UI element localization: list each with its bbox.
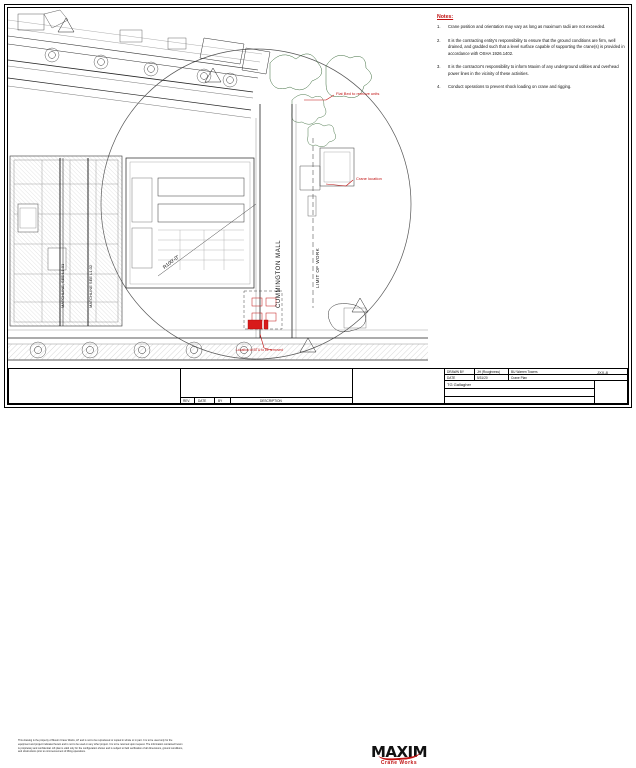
note-number: 3. — [437, 64, 441, 69]
date-label: DATE — [447, 375, 456, 380]
note-text: Conduct operations to prevent shock loading on crane and rigging. — [448, 84, 572, 89]
sheet-title-top: Crane Plan — [511, 375, 527, 380]
note-number: 2. — [437, 37, 441, 43]
notes-block — [437, 14, 627, 98]
tb-div-13 — [214, 397, 215, 404]
matchline-l102-label: MATCHLINE SEE L1.02 — [88, 264, 93, 308]
tb-div-12 — [194, 397, 195, 404]
tb-right-rule — [627, 368, 628, 404]
note-text: Crane position and orientation may vary as long as maximum radii are not exceeded. — [448, 24, 606, 29]
note-item — [437, 38, 627, 58]
rev-label: REV. — [183, 398, 191, 403]
btu-removal-label: Location of BTU to be removed — [236, 348, 283, 352]
tb-div-4 — [444, 380, 627, 381]
radius-dimension-label: R100'-0" — [162, 254, 181, 271]
logo-tagline: Crane Works — [380, 760, 418, 766]
drawn-by-label: DRAWN BY — [447, 369, 465, 374]
tb-div-10 — [444, 396, 594, 397]
note-item — [437, 64, 627, 77]
tb-div-2 — [352, 368, 353, 404]
drawn-by-value: JH (Roughness) — [477, 369, 501, 374]
maxim-logo — [360, 742, 438, 768]
flat-bed-label: Flat Bed to remove units — [336, 91, 380, 96]
project-name-top: BU Warren Towers — [511, 369, 538, 374]
matchline-l101-label: MATCHLINE, SEE L1.01 — [60, 263, 65, 308]
crane-location-label: Crane location — [356, 176, 382, 181]
tb-div-1 — [180, 368, 181, 404]
note-item — [437, 84, 627, 91]
tb-div-8 — [594, 380, 595, 404]
rev-by-label: BY — [218, 398, 223, 403]
note-text: It is the contractor's responsibility to inform Maxim of any underground utilities and overhead power lines in the vicinity of these activities. — [448, 64, 619, 76]
notes-list — [437, 24, 627, 91]
sheet-number: JXX-8 — [597, 370, 608, 375]
date-value: 5/31/20 — [477, 375, 488, 380]
tb-left-rule — [8, 368, 9, 404]
rev-description-label: DESCRIPTION — [260, 398, 282, 403]
street-name-label: CUMMINGTON MALL — [276, 239, 282, 308]
note-number: 1. — [437, 24, 441, 29]
legal-disclaimer: This drawing is the property of Maxim Crane Works, LP and is not to be reproduced or copied in whole or in part. It is to be used only for the equipment and project indicated herein and is not to be used on any other project. It is to be returned upon request. The information contained herein is proprietary and confidential. Lift plan is valid only for the configuration shown and is subject to field verification of all dimensions, ground conditions, and obstructions prior to commencement of lifting operations. — [18, 739, 183, 754]
plan-vector — [8, 8, 428, 366]
tb-div-14 — [230, 397, 231, 404]
tb-bottom-rule — [8, 403, 628, 404]
logo-wordmark: MAXIM — [370, 743, 428, 761]
rev-date-label: DATE — [198, 398, 207, 403]
limit-of-work-label: LIMIT OF WORK — [315, 247, 320, 288]
title-block — [8, 368, 628, 766]
notes-title: Notes: — [437, 14, 454, 20]
note-text: It is the contracting entity's responsibility to ensure that the ground conditions are firm, well drained, and gradded such that a level surface capable of supporting the crane(s) is provided in accordance with OSHA 1926.1402. — [448, 37, 625, 56]
note-item — [437, 24, 627, 31]
note-number: 4. — [437, 84, 441, 89]
contact-name: TG Gallagher — [447, 382, 472, 387]
tb-div-6 — [474, 368, 475, 380]
tb-div-9 — [444, 388, 594, 389]
site-plan-drawing — [8, 8, 428, 366]
tb-div-7 — [508, 368, 509, 380]
